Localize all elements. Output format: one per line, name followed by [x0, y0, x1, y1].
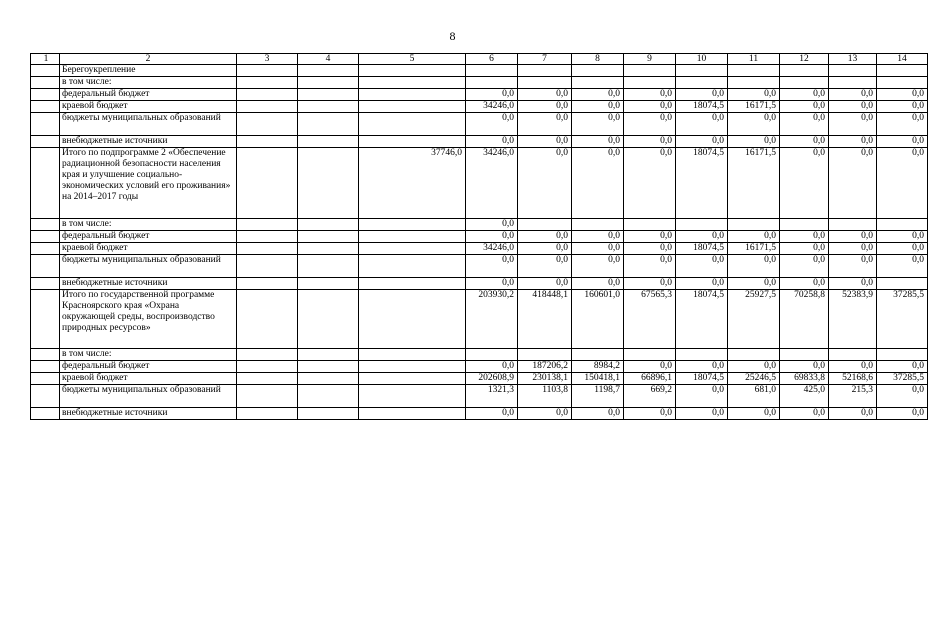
col4-cell — [298, 89, 359, 101]
col4-cell — [298, 243, 359, 255]
value-cell — [877, 77, 928, 89]
value-cell: 0,0 — [728, 278, 780, 290]
row-label: бюджеты муниципальных образований — [60, 385, 237, 408]
col5-value: 37746,0 — [359, 148, 466, 219]
value-cell: 187206,2 — [518, 361, 572, 373]
col5-value — [359, 278, 466, 290]
value-cell: 0,0 — [676, 255, 728, 278]
value-cell: 0,0 — [829, 231, 877, 243]
value-cell: 0,0 — [877, 101, 928, 113]
value-cell: 0,0 — [624, 101, 676, 113]
table-row — [31, 385, 928, 408]
value-cell: 681,0 — [728, 385, 780, 408]
row-label: Итого по подпрограмме 2 «Обеспечение радиационной безопасности населения края и улучшение социально-экономических условий его проживания» на 2014–2017 годы — [60, 148, 237, 219]
value-cell: 418448,1 — [518, 290, 572, 349]
value-cell — [877, 278, 928, 290]
table-row — [31, 148, 928, 219]
col4-cell — [298, 231, 359, 243]
col3-cell — [237, 136, 298, 148]
value-cell: 0,0 — [829, 361, 877, 373]
value-cell: 34246,0 — [466, 243, 518, 255]
value-cell: 0,0 — [877, 255, 928, 278]
value-cell — [466, 77, 518, 89]
value-cell: 0,0 — [676, 89, 728, 101]
value-cell: 0,0 — [572, 89, 624, 101]
table-row — [31, 408, 928, 420]
value-cell: 0,0 — [518, 113, 572, 136]
col5-value — [359, 231, 466, 243]
col5-value — [359, 219, 466, 231]
value-cell: 0,0 — [829, 101, 877, 113]
col5-value — [359, 290, 466, 349]
value-cell: 0,0 — [780, 136, 829, 148]
value-cell — [676, 349, 728, 361]
row-number-cell — [31, 136, 60, 148]
value-cell: 0,0 — [572, 255, 624, 278]
value-cell: 0,0 — [466, 219, 518, 231]
value-cell: 0,0 — [518, 408, 572, 420]
row-label: бюджеты муниципальных образований — [60, 113, 237, 136]
col5-value — [359, 349, 466, 361]
column-header: 8 — [572, 54, 624, 65]
row-number-cell — [31, 231, 60, 243]
row-number-cell — [31, 77, 60, 89]
value-cell: 0,0 — [572, 231, 624, 243]
value-cell: 37285,5 — [877, 290, 928, 349]
col3-cell — [237, 290, 298, 349]
table-row — [31, 231, 928, 243]
value-cell: 203930,2 — [466, 290, 518, 349]
value-cell: 16171,5 — [728, 148, 780, 219]
value-cell: 0,0 — [572, 136, 624, 148]
row-label: федеральный бюджет — [60, 361, 237, 373]
row-label: краевой бюджет — [60, 243, 237, 255]
value-cell: 0,0 — [829, 255, 877, 278]
col4-cell — [298, 255, 359, 278]
col3-cell — [237, 148, 298, 219]
value-cell: 0,0 — [572, 101, 624, 113]
row-label: Берегоукрепление — [60, 65, 237, 77]
col4-cell — [298, 148, 359, 219]
value-cell: 0,0 — [728, 136, 780, 148]
value-cell: 0,0 — [466, 231, 518, 243]
col5-value — [359, 255, 466, 278]
row-number-cell — [31, 385, 60, 408]
col4-cell — [298, 290, 359, 349]
value-cell: 1198,7 — [572, 385, 624, 408]
value-cell: 0,0 — [466, 408, 518, 420]
value-cell — [518, 77, 572, 89]
value-cell: 150418,1 — [572, 373, 624, 385]
value-cell — [676, 219, 728, 231]
value-cell: 37285,5 — [877, 373, 928, 385]
value-cell: 0,0 — [624, 231, 676, 243]
value-cell: 1321,3 — [466, 385, 518, 408]
row-number-cell — [31, 255, 60, 278]
row-label: внебюджетные источники — [60, 408, 237, 420]
value-cell: 0,0 — [829, 113, 877, 136]
value-cell: 0,0 — [780, 408, 829, 420]
value-cell: 0,0 — [572, 243, 624, 255]
col3-cell — [237, 373, 298, 385]
value-cell: 0,0 — [728, 89, 780, 101]
value-cell: 0,0 — [518, 255, 572, 278]
table-row — [31, 278, 928, 290]
row-number-cell — [31, 89, 60, 101]
value-cell: 0,0 — [624, 255, 676, 278]
value-cell — [780, 219, 829, 231]
value-cell: 0,0 — [728, 255, 780, 278]
value-cell — [624, 219, 676, 231]
value-cell — [780, 77, 829, 89]
value-cell: 52168,6 — [829, 373, 877, 385]
value-cell — [728, 77, 780, 89]
value-cell — [780, 349, 829, 361]
value-cell: 0,0 — [466, 361, 518, 373]
value-cell — [877, 219, 928, 231]
value-cell: 18074,5 — [676, 101, 728, 113]
row-number-cell — [31, 101, 60, 113]
value-cell: 0,0 — [780, 255, 829, 278]
value-cell — [829, 219, 877, 231]
value-cell: 0,0 — [780, 243, 829, 255]
value-cell — [728, 349, 780, 361]
col5-value — [359, 385, 466, 408]
row-label: бюджеты муниципальных образований — [60, 255, 237, 278]
value-cell: 0,0 — [624, 148, 676, 219]
table-row — [31, 361, 928, 373]
col4-cell — [298, 136, 359, 148]
value-cell: 0,0 — [624, 136, 676, 148]
page-number: 8 — [449, 29, 456, 43]
table-row — [31, 290, 928, 349]
row-label: краевой бюджет — [60, 101, 237, 113]
column-header: 7 — [518, 54, 572, 65]
value-cell — [676, 77, 728, 89]
value-cell — [780, 65, 829, 77]
col4-cell — [298, 373, 359, 385]
col4-cell — [298, 349, 359, 361]
value-cell: 0,0 — [572, 408, 624, 420]
row-label: внебюджетные источники — [60, 136, 237, 148]
value-cell: 16171,5 — [728, 243, 780, 255]
table-row — [31, 77, 928, 89]
value-cell: 0,0 — [877, 89, 928, 101]
value-cell: 0,0 — [877, 385, 928, 408]
value-cell: 1103,8 — [518, 385, 572, 408]
value-cell: 0,0 — [676, 361, 728, 373]
value-cell: 69833,8 — [780, 373, 829, 385]
value-cell — [572, 219, 624, 231]
value-cell: 0,0 — [518, 101, 572, 113]
value-cell — [624, 77, 676, 89]
value-cell: 669,2 — [624, 385, 676, 408]
col3-cell — [237, 219, 298, 231]
value-cell — [877, 65, 928, 77]
col3-cell — [237, 89, 298, 101]
value-cell — [466, 349, 518, 361]
column-header: 3 — [237, 54, 298, 65]
value-cell: 0,0 — [780, 361, 829, 373]
row-label: в том числе: — [60, 219, 237, 231]
column-header: 4 — [298, 54, 359, 65]
table-row — [31, 101, 928, 113]
value-cell: 0,0 — [728, 231, 780, 243]
col3-cell — [237, 278, 298, 290]
column-header: 12 — [780, 54, 829, 65]
value-cell: 18074,5 — [676, 148, 728, 219]
value-cell: 0,0 — [466, 113, 518, 136]
value-cell: 230138,1 — [518, 373, 572, 385]
value-cell: 0,0 — [518, 136, 572, 148]
value-cell: 70258,8 — [780, 290, 829, 349]
value-cell: 8984,2 — [572, 361, 624, 373]
table-row — [31, 113, 928, 136]
col4-cell — [298, 385, 359, 408]
value-cell: 0,0 — [780, 89, 829, 101]
value-cell: 0,0 — [624, 89, 676, 101]
value-cell: 202608,9 — [466, 373, 518, 385]
value-cell — [572, 77, 624, 89]
value-cell: 18074,5 — [676, 290, 728, 349]
col3-cell — [237, 361, 298, 373]
value-cell: 0,0 — [829, 243, 877, 255]
value-cell: 0,0 — [518, 148, 572, 219]
table-row — [31, 243, 928, 255]
value-cell: 0,0 — [780, 113, 829, 136]
value-cell — [572, 349, 624, 361]
value-cell — [829, 77, 877, 89]
table-row — [31, 349, 928, 361]
row-label: федеральный бюджет — [60, 89, 237, 101]
column-header: 10 — [676, 54, 728, 65]
row-label: федеральный бюджет — [60, 231, 237, 243]
row-number-cell — [31, 148, 60, 219]
value-cell: 0,0 — [728, 361, 780, 373]
value-cell: 18074,5 — [676, 243, 728, 255]
table-row — [31, 136, 928, 148]
col4-cell — [298, 278, 359, 290]
value-cell — [676, 65, 728, 77]
col5-value — [359, 243, 466, 255]
value-cell: 0,0 — [676, 278, 728, 290]
value-cell: 0,0 — [676, 113, 728, 136]
value-cell — [728, 65, 780, 77]
value-cell: 34246,0 — [466, 148, 518, 219]
budget-table — [30, 53, 928, 420]
table-row — [31, 373, 928, 385]
row-label: внебюджетные источники — [60, 278, 237, 290]
value-cell: 66896,1 — [624, 373, 676, 385]
value-cell: 0,0 — [877, 113, 928, 136]
col5-value — [359, 101, 466, 113]
value-cell: 0,0 — [624, 243, 676, 255]
value-cell: 0,0 — [676, 408, 728, 420]
row-label: в том числе: — [60, 349, 237, 361]
row-label: в том числе: — [60, 77, 237, 89]
value-cell: 0,0 — [829, 148, 877, 219]
value-cell: 160601,0 — [572, 290, 624, 349]
value-cell: 215,3 — [829, 385, 877, 408]
value-cell: 0,0 — [780, 101, 829, 113]
value-cell: 0,0 — [676, 231, 728, 243]
col4-cell — [298, 361, 359, 373]
column-header: 13 — [829, 54, 877, 65]
value-cell: 0,0 — [624, 278, 676, 290]
value-cell: 18074,5 — [676, 373, 728, 385]
value-cell — [518, 349, 572, 361]
col5-value — [359, 361, 466, 373]
col3-cell — [237, 385, 298, 408]
value-cell — [829, 349, 877, 361]
col4-cell — [298, 408, 359, 420]
col5-value — [359, 113, 466, 136]
value-cell: 0,0 — [829, 89, 877, 101]
col5-value — [359, 77, 466, 89]
value-cell: 0,0 — [572, 278, 624, 290]
value-cell: 0,0 — [572, 113, 624, 136]
col3-cell — [237, 349, 298, 361]
col4-cell — [298, 77, 359, 89]
value-cell: 0,0 — [572, 148, 624, 219]
value-cell: 0,0 — [780, 231, 829, 243]
value-cell: 0,0 — [466, 255, 518, 278]
col5-value — [359, 373, 466, 385]
value-cell — [728, 219, 780, 231]
col4-cell — [298, 113, 359, 136]
value-cell: 0,0 — [676, 136, 728, 148]
row-label: Итого по государственной программе Красноярского края «Охрана окружающей среды, воспроизводство природных ресурсов» — [60, 290, 237, 349]
value-cell: 0,0 — [518, 243, 572, 255]
col3-cell — [237, 408, 298, 420]
column-header: 11 — [728, 54, 780, 65]
table-row — [31, 65, 928, 77]
value-cell: 0,0 — [624, 361, 676, 373]
col3-cell — [237, 77, 298, 89]
value-cell: 0,0 — [780, 278, 829, 290]
column-header: 2 — [60, 54, 237, 65]
column-header: 14 — [877, 54, 928, 65]
value-cell: 0,0 — [877, 231, 928, 243]
table-body — [31, 65, 928, 420]
value-cell: 0,0 — [829, 136, 877, 148]
row-number-cell — [31, 278, 60, 290]
col3-cell — [237, 243, 298, 255]
value-cell: 16171,5 — [728, 101, 780, 113]
value-cell: 0,0 — [466, 89, 518, 101]
value-cell: 0,0 — [518, 89, 572, 101]
value-cell: 0,0 — [877, 408, 928, 420]
value-cell: 0,0 — [466, 278, 518, 290]
table-row — [31, 255, 928, 278]
value-cell: 25246,5 — [728, 373, 780, 385]
row-number-cell — [31, 349, 60, 361]
value-cell — [518, 65, 572, 77]
value-cell: 0,0 — [518, 231, 572, 243]
col5-value — [359, 408, 466, 420]
col5-value — [359, 136, 466, 148]
col3-cell — [237, 65, 298, 77]
value-cell: 425,0 — [780, 385, 829, 408]
row-number-cell — [31, 113, 60, 136]
value-cell: 0,0 — [624, 408, 676, 420]
value-cell — [572, 65, 624, 77]
row-number-cell — [31, 408, 60, 420]
row-number-cell — [31, 219, 60, 231]
col5-value — [359, 65, 466, 77]
column-header: 9 — [624, 54, 676, 65]
value-cell — [829, 65, 877, 77]
value-cell: 0,0 — [518, 278, 572, 290]
value-cell: 0,0 — [877, 136, 928, 148]
col5-value — [359, 89, 466, 101]
value-cell — [624, 65, 676, 77]
col3-cell — [237, 255, 298, 278]
value-cell: 0,0 — [877, 361, 928, 373]
value-cell: 0,0 — [829, 278, 877, 290]
col4-cell — [298, 219, 359, 231]
value-cell: 0,0 — [829, 408, 877, 420]
value-cell — [877, 349, 928, 361]
column-header: 6 — [466, 54, 518, 65]
value-cell: 0,0 — [728, 113, 780, 136]
header-row — [31, 54, 928, 65]
value-cell — [624, 349, 676, 361]
col4-cell — [298, 65, 359, 77]
value-cell: 0,0 — [877, 243, 928, 255]
table-row — [31, 89, 928, 101]
value-cell — [466, 65, 518, 77]
row-label: краевой бюджет — [60, 373, 237, 385]
value-cell: 34246,0 — [466, 101, 518, 113]
value-cell: 52383,9 — [829, 290, 877, 349]
column-header: 5 — [359, 54, 466, 65]
table-row — [31, 219, 928, 231]
col4-cell — [298, 101, 359, 113]
row-number-cell — [31, 361, 60, 373]
col3-cell — [237, 101, 298, 113]
row-number-cell — [31, 243, 60, 255]
value-cell: 0,0 — [624, 113, 676, 136]
value-cell: 0,0 — [728, 408, 780, 420]
row-number-cell — [31, 290, 60, 349]
value-cell: 67565,3 — [624, 290, 676, 349]
value-cell: 0,0 — [676, 385, 728, 408]
row-number-cell — [31, 65, 60, 77]
col3-cell — [237, 231, 298, 243]
row-number-cell — [31, 373, 60, 385]
value-cell — [518, 219, 572, 231]
value-cell: 0,0 — [877, 148, 928, 219]
col3-cell — [237, 113, 298, 136]
value-cell: 0,0 — [780, 148, 829, 219]
value-cell: 0,0 — [466, 136, 518, 148]
column-header: 1 — [31, 54, 60, 65]
value-cell: 25927,5 — [728, 290, 780, 349]
